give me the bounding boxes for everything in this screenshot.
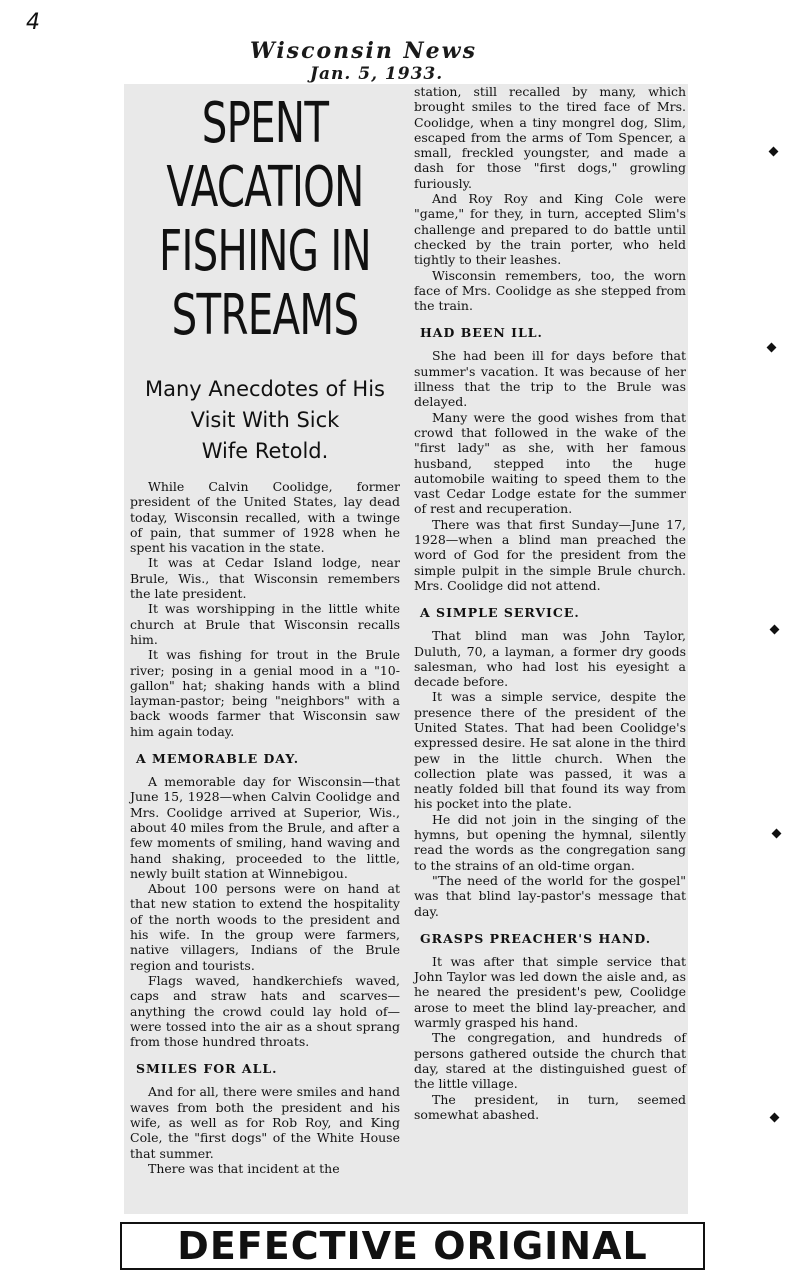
defective-original-banner: DEFECTIVE ORIGINAL: [120, 1222, 705, 1270]
paragraph: It was fishing for trout in the Brule river; posing in a genial mood in a "10-gallon" hat; shaking hands with a blind layman-pastor; being "neighbors" with a back woods farmer that Wisconsin saw him again today.: [130, 647, 400, 739]
paragraph: A memorable day for Wisconsin—that June 15, 1928—when Calvin Coolidge and Mrs. Coolidge arrived at Superior, Wis., about 40 miles from the Brule, and after a few moments of smiling, hand waving and hand shaking, proceeded to the little, newly built station at Winnebigou.: [130, 774, 400, 881]
handwritten-date: Jan. 5, 1933.: [310, 64, 444, 84]
punch-mark: [769, 147, 779, 157]
paragraph: There was that incident at the: [148, 1160, 340, 1176]
paragraph: The president, in turn, seemed somewhat abashed.: [414, 1091, 686, 1122]
paragraph: And Roy Roy and King Cole were "game," for they, in turn, accepted Slim's challenge and prepared to do battle until checked by the train porter, who held tightly to their leashes.: [414, 191, 686, 268]
headline: [135, 92, 394, 348]
punch-mark: [772, 829, 782, 839]
paragraph: station, still recalled by many, which brought smiles to the tired face of Mrs. Coolidge, when a tiny mongrel dog, Slim, escaped from the arms of Tom Spencer, a small, freckled youngster, and made a dash for those "first dogs," growling furiously.: [414, 84, 686, 191]
punch-mark: [767, 343, 777, 353]
page-number: 4: [26, 10, 40, 35]
paragraph: There was that first Sunday—June 17, 1928—when a blind man preached the word of God for the president from the simple pulpit in the simple Brule church. Mrs. Coolidge did not attend.: [414, 516, 686, 593]
subheadline-line: Visit With Sick: [190, 408, 340, 432]
subheadline: [130, 374, 400, 467]
paragraph: She had been ill for days before that summer's vacation. It was because of her illness that the trip to the Brule was delayed.: [414, 348, 686, 410]
right-column: [414, 84, 686, 1122]
subheadline-line: Many Anecdotes of His: [145, 377, 385, 401]
paragraph: "The need of the world for the gospel" was that blind lay-pastor's message that day.: [414, 872, 686, 919]
paragraph: While Calvin Coolidge, former president of the United States, lay dead today, Wisconsin recalled, with a twinge of pain, that summer of 1928 when he spent his vacation in the state.: [130, 479, 400, 556]
newspaper-clipping: [124, 84, 688, 1214]
paragraph: That blind man was John Taylor, Duluth, 70, a layman, a former dry goods salesman, who had lost his eyesight a decade before.: [414, 628, 686, 690]
paragraph: He did not join in the singing of the hymns, but opening the hymnal, silently read the words as the congregation sang to the strains of an old-time organ.: [414, 811, 686, 873]
punch-mark: [770, 1113, 780, 1123]
paragraph: It was after that simple service that John Taylor was led down the aisle and, as he neared the president's pew, Coolidge arose to meet the blind lay-preacher, and warmly grasped his hand.: [414, 953, 686, 1031]
handwritten-source: Wisconsin News: [250, 38, 477, 64]
paragraph: The congregation, and hundreds of persons gathered outside the church that day, stared at the distinguished guest of the little village.: [414, 1030, 686, 1092]
section-heading-hand: GRASPS PREACHER'S HAND.: [420, 930, 652, 946]
left-column: [130, 84, 400, 1176]
paragraph: Flags waved, handkerchiefs waved, caps and straw hats and scarves—anything the crowd could lay hold of—were tossed into the air as a shout sprang from those hundred throats.: [130, 972, 400, 1050]
paragraph: It was worshipping in the little white church at Brule that Wisconsin recalls him.: [130, 601, 400, 647]
paragraph: About 100 persons were on hand at that new station to extend the hospitality of the north woods to the president and his wife. In the group were farmers, native villagers, Indians of the Brule region and tourists.: [130, 881, 400, 973]
headline-line: FISHING IN: [159, 219, 371, 284]
subheadline-line: Wife Retold.: [201, 439, 329, 463]
section-heading-service: A SIMPLE SERVICE.: [420, 605, 580, 621]
punch-mark: [770, 625, 780, 635]
paragraph: And for all, there were smiles and hand waves from both the president and his wife, as well as for Rob Roy, and King Cole, the "first dogs" of the White House that summer.: [130, 1084, 400, 1161]
section-heading-memorable: A MEMORABLE DAY.: [136, 751, 300, 767]
paragraph: It was a simple service, despite the presence there of the president of the United States. That had been Coolidge's expressed desire. He sat alone in the third pew in the little church. When the collection plate was passed, it was a neatly folded bill that found its way from his pocket into the plate.: [414, 689, 686, 812]
paragraph: Many were the good wishes from that crowd that followed in the wake of the "first lady" as she, with her famous husband, stepped into the huge automobile waiting to speed them to the vast Cedar Lodge estate for the summer of rest and recuperation.: [414, 409, 686, 517]
section-heading-ill: HAD BEEN ILL.: [420, 325, 543, 341]
section-heading-smiles: SMILES FOR ALL.: [136, 1061, 278, 1077]
headline-line: STREAMS: [171, 283, 359, 348]
headline-line: SPENT VACATION: [166, 91, 364, 220]
paragraph: It was at Cedar Island lodge, near Brule, Wis., that Wisconsin remembers the late president.: [130, 555, 400, 602]
paragraph: Wisconsin remembers, too, the worn face of Mrs. Coolidge as she stepped from the train.: [414, 267, 686, 314]
